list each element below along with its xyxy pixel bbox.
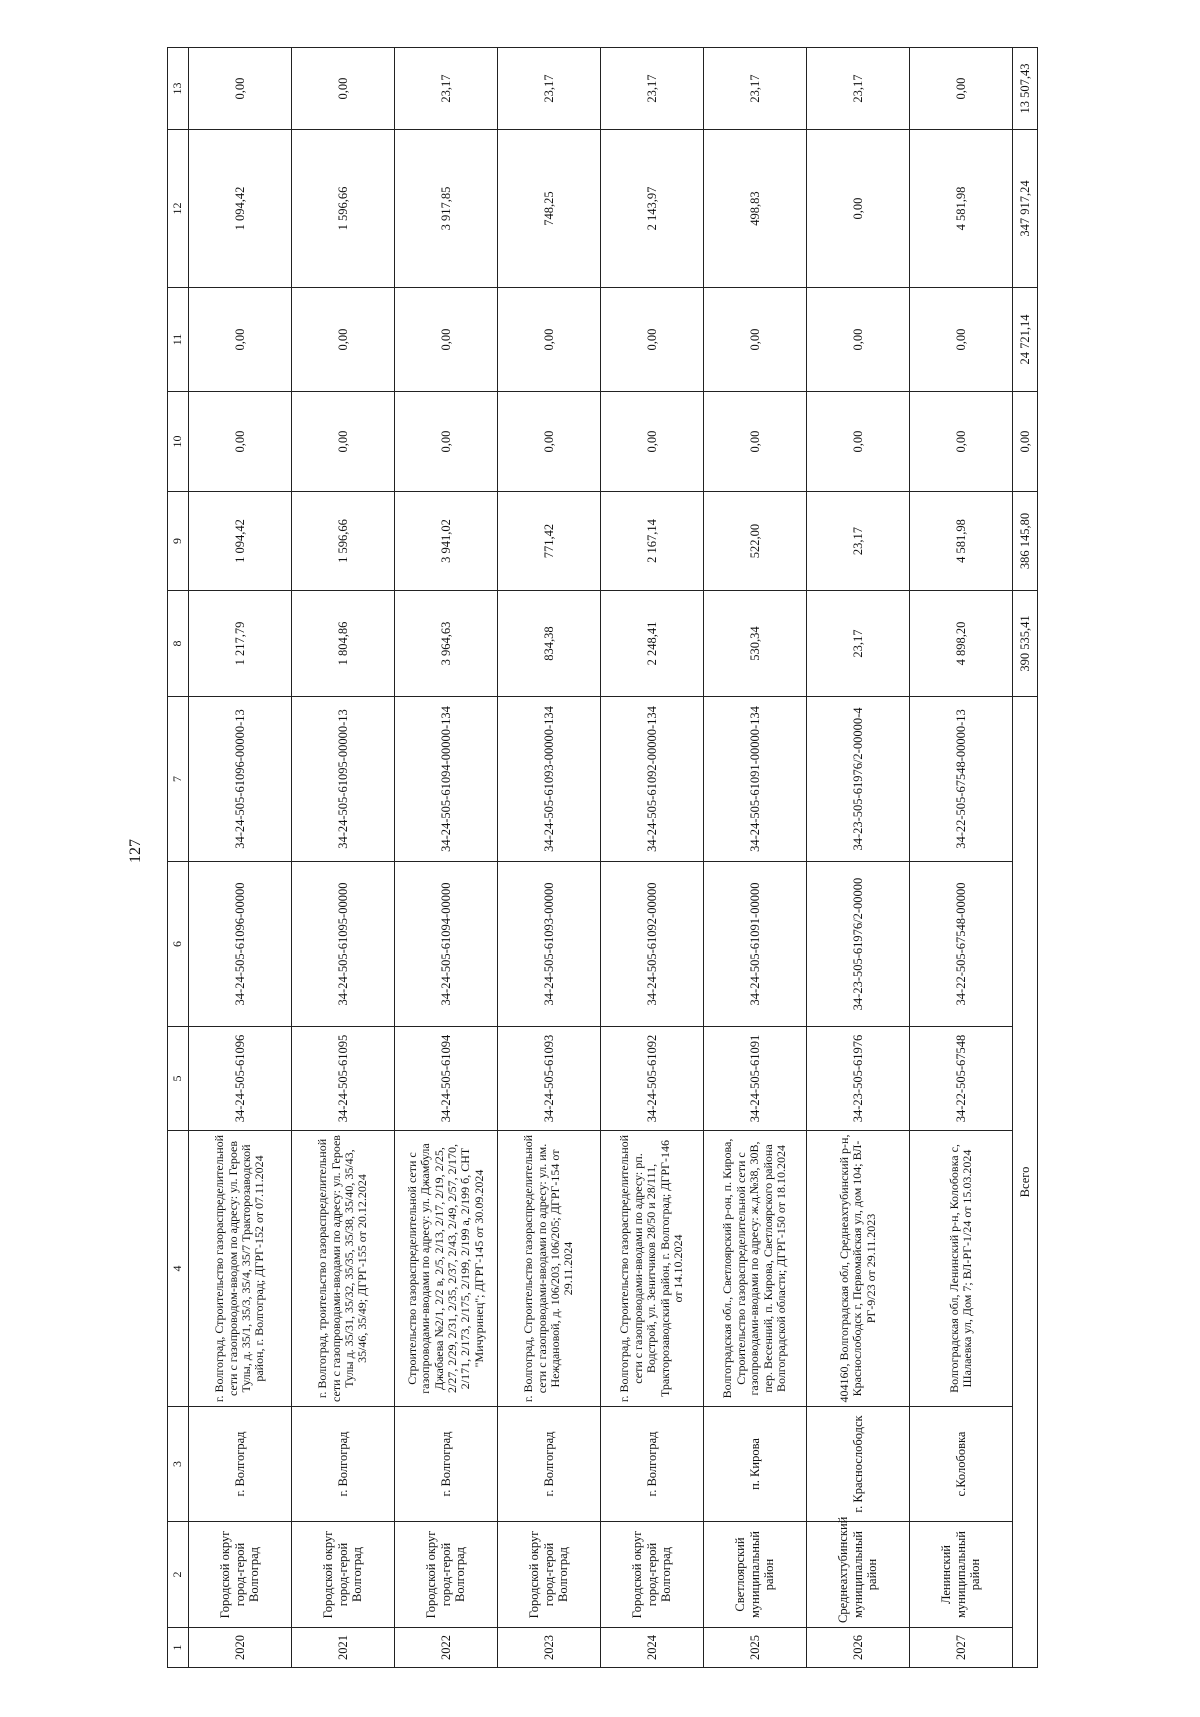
table-cell: 0,00 xyxy=(292,392,395,492)
table-cell: 34-24-505-61093-00000-134 xyxy=(498,697,601,862)
table-cell: 0,00 xyxy=(704,288,807,392)
table-cell: 34-22-505-67548-00000 xyxy=(910,862,1013,1027)
table-cell: 34-24-505-61092-00000 xyxy=(601,862,704,1027)
table-cell: Светлоярский муниципальный район xyxy=(704,1522,807,1628)
table-cell: 23,17 xyxy=(601,48,704,130)
table-cell: 0,00 xyxy=(807,392,910,492)
table-cell: 0,00 xyxy=(807,288,910,392)
table-cell: г. Волгоград xyxy=(395,1407,498,1522)
table-cell: 4 898,20 xyxy=(910,591,1013,697)
table-row xyxy=(292,48,395,1668)
column-header: 8 xyxy=(168,591,189,697)
table-cell: 4 581,98 xyxy=(910,492,1013,591)
table-cell: 23,17 xyxy=(498,48,601,130)
table-cell: Городской округ город-герой Волгоград xyxy=(395,1522,498,1628)
table-cell: г. Волгоград xyxy=(601,1407,704,1522)
table-cell: г. Волгоград xyxy=(189,1407,292,1522)
table-cell: 23,17 xyxy=(807,591,910,697)
table-cell: 2 143,97 xyxy=(601,130,704,288)
table-cell: 0,00 xyxy=(704,392,807,492)
table-cell: 2021 xyxy=(292,1628,395,1668)
table-cell: 4 581,98 xyxy=(910,130,1013,288)
table-cell: 0,00 xyxy=(292,288,395,392)
table-cell: 0,00 xyxy=(498,288,601,392)
table-cell: 0,00 xyxy=(395,392,498,492)
table-cell: 34-24-505-61095-00000-13 xyxy=(292,697,395,862)
table-cell: 34-24-505-61091-00000-134 xyxy=(704,697,807,862)
rotated-table-container xyxy=(167,48,1033,1668)
total-cell: 0,00 xyxy=(1013,392,1038,492)
table-cell: 0,00 xyxy=(189,48,292,130)
table-cell: Волгоградская обл, Ленинский р-н, Колобовка с, Шалаевка ул, Дом 7; ВЛ-РГ-1/24 от 15.03.2024 xyxy=(910,1131,1013,1407)
table-cell: 0,00 xyxy=(292,48,395,130)
table-cell: 34-23-505-61976/2-00000-4 xyxy=(807,697,910,862)
table-cell: Городской округ город-герой Волгоград xyxy=(292,1522,395,1628)
table-cell: г. Волгоград, Строительство газораспределительной сети с газопроводами-вводами по адресу: ул. им. Неждановой, д. 106/203, 106/205; ДГРГ-154 от 29.11.2024 xyxy=(498,1131,601,1407)
data-table xyxy=(167,47,1038,1668)
table-cell: 34-24-505-61095-00000 xyxy=(292,862,395,1027)
table-row xyxy=(704,48,807,1668)
table-cell: 34-24-505-61096 xyxy=(189,1027,292,1131)
table-cell: 0,00 xyxy=(910,392,1013,492)
table-cell: Среднеахтубинский муниципальный район xyxy=(807,1522,910,1628)
header-row xyxy=(168,48,189,1668)
table-cell: 2026 xyxy=(807,1628,910,1668)
table-cell: 1 217,79 xyxy=(189,591,292,697)
column-header: 12 xyxy=(168,130,189,288)
table-cell: 2022 xyxy=(395,1628,498,1668)
table-cell: 0,00 xyxy=(601,288,704,392)
column-header: 2 xyxy=(168,1522,189,1628)
table-cell: 23,17 xyxy=(807,48,910,130)
table-cell: 34-24-505-61096-00000-13 xyxy=(189,697,292,862)
table-cell: 2 248,41 xyxy=(601,591,704,697)
table-cell: 0,00 xyxy=(807,130,910,288)
table-cell: г. Волгоград xyxy=(292,1407,395,1522)
table-cell: 34-23-505-61976/2-00000 xyxy=(807,862,910,1027)
column-header: 6 xyxy=(168,862,189,1027)
table-cell: г. Волгоград, троительство газораспределительной сети с газопроводами-вводами по адресу: ул. Героев Тулы д. 35/31, 35/32, 35/35, 35/38, 35/40, 35/43, 35/46, 35/49; ДГРГ-155 от 20.12.2024 xyxy=(292,1131,395,1407)
table-cell: 498,83 xyxy=(704,130,807,288)
table-cell: 1 804,86 xyxy=(292,591,395,697)
table-cell: 0,00 xyxy=(601,392,704,492)
table-cell: 23,17 xyxy=(704,48,807,130)
table-cell: 771,42 xyxy=(498,492,601,591)
table-cell: 34-24-505-61096-00000 xyxy=(189,862,292,1027)
total-row xyxy=(1013,48,1038,1668)
table-row xyxy=(498,48,601,1668)
total-cell: 24 721,14 xyxy=(1013,288,1038,392)
table-cell: 748,25 xyxy=(498,130,601,288)
column-header: 3 xyxy=(168,1407,189,1522)
table-cell: 0,00 xyxy=(910,288,1013,392)
total-cell: 347 917,24 xyxy=(1013,130,1038,288)
table-cell: 3 941,02 xyxy=(395,492,498,591)
table-cell: 0,00 xyxy=(189,392,292,492)
table-cell: 0,00 xyxy=(498,392,601,492)
table-cell: Волгоградская обл., Светлоярский р-он, п. Кирова, Строительство газораспределительной сети с газопроводами-вводами по адресу: ж.д.№38, 30В, пер. Весенний, п. Кирова, Светлоярского района Волгоградской области; ДГРГ-150 от 18.10.2024 xyxy=(704,1131,807,1407)
total-cell: 13 507,43 xyxy=(1013,48,1038,130)
table-cell: 34-24-505-61092-00000-134 xyxy=(601,697,704,862)
table-cell: 34-24-505-61095 xyxy=(292,1027,395,1131)
table-cell: 0,00 xyxy=(395,288,498,392)
table-cell: п. Кирова xyxy=(704,1407,807,1522)
table-cell: 23,17 xyxy=(807,492,910,591)
table-cell: 2024 xyxy=(601,1628,704,1668)
column-header: 4 xyxy=(168,1131,189,1407)
table-cell: 834,38 xyxy=(498,591,601,697)
table-cell: 0,00 xyxy=(189,288,292,392)
table-cell: 23,17 xyxy=(395,48,498,130)
column-header: 9 xyxy=(168,492,189,591)
table-cell: 2023 xyxy=(498,1628,601,1668)
table-cell: 1 596,66 xyxy=(292,492,395,591)
total-cell: 390 535,41 xyxy=(1013,591,1038,697)
table-cell: 34-24-505-61094-00000 xyxy=(395,862,498,1027)
table-cell: г. Волгоград, Строительство газораспределительной сети с газопроводами-вводами по адресу: рп. Водстрой, ул. Зенитчиков 28/50 и 28/111, Тракторозаводский район, г. Волгоград; ДГРГ-146 от 14.10.2024 xyxy=(601,1131,704,1407)
table-row xyxy=(601,48,704,1668)
table-row xyxy=(807,48,910,1668)
table-cell: 34-22-505-67548-00000-13 xyxy=(910,697,1013,862)
table-cell: Строительство газораспределительной сети с газопроводами-вводами по адресу: ул. Джамбула Джабаева №2/1, 2/2 в, 2/5, 2/13, 2/17, 2/19, 2/25, 2/27, 2/29, 2/31, 2/35, 2/37, 2/43, 2/49, 2/57, 2/170, 2/171, 2/173, 2/175, 2/199, 2/199 а, 2/199 б, СНТ "Мичуринец"; ДГРГ-145 от 30.09.2024 xyxy=(395,1131,498,1407)
column-header: 10 xyxy=(168,392,189,492)
table-cell: 1 094,42 xyxy=(189,130,292,288)
table-cell: 34-24-505-61094 xyxy=(395,1027,498,1131)
table-cell: 2025 xyxy=(704,1628,807,1668)
column-header: 11 xyxy=(168,288,189,392)
table-cell: 34-24-505-61093-00000 xyxy=(498,862,601,1027)
table-cell: 34-24-505-61093 xyxy=(498,1027,601,1131)
table-cell: 34-24-505-61091 xyxy=(704,1027,807,1131)
table-cell: 34-23-505-61976 xyxy=(807,1027,910,1131)
table-cell: 2 167,14 xyxy=(601,492,704,591)
column-header: 1 xyxy=(168,1628,189,1668)
table-cell: Ленинский муниципальный район xyxy=(910,1522,1013,1628)
table-row xyxy=(910,48,1013,1668)
total-label: Всего xyxy=(1013,697,1038,1668)
table-cell: 2020 xyxy=(189,1628,292,1668)
table-cell: 0,00 xyxy=(910,48,1013,130)
table-cell: г. Волгоград, Строительство газораспределительной сети с газопроводом-вводом по адресу: ул. Героев Тулы, д. 35/1, 35/3, 35/4, 35/7 Тракторозаводской район, г. Волгоград; ДГРГ-152 от 07.11.2024 xyxy=(189,1131,292,1407)
table-cell: Городской округ город-герой Волгоград xyxy=(189,1522,292,1628)
table-cell: г. Волгоград xyxy=(498,1407,601,1522)
table-cell: Городской округ город-герой Волгоград xyxy=(498,1522,601,1628)
table-cell: 522,00 xyxy=(704,492,807,591)
table-row xyxy=(395,48,498,1668)
table-cell: 34-24-505-61091-00000 xyxy=(704,862,807,1027)
table-cell: 1 596,66 xyxy=(292,130,395,288)
page-number: 127 xyxy=(127,839,144,863)
table-cell: 404160, Волгоградская обл, Среднеахтубинский р-н, Краснослободск г, Первомайская ул, дом 104; ВЛ-РГ-9/23 от 29.11.2023 xyxy=(807,1131,910,1407)
table-cell: г. Краснослободск xyxy=(807,1407,910,1522)
table-row xyxy=(189,48,292,1668)
table-cell: 34-24-505-61094-00000-134 xyxy=(395,697,498,862)
column-header: 13 xyxy=(168,48,189,130)
column-header: 5 xyxy=(168,1027,189,1131)
table-cell: Городской округ город-герой Волгоград xyxy=(601,1522,704,1628)
table-cell: с.Колобовка xyxy=(910,1407,1013,1522)
table-cell: 34-24-505-61092 xyxy=(601,1027,704,1131)
total-cell: 386 145,80 xyxy=(1013,492,1038,591)
column-header: 7 xyxy=(168,697,189,862)
table-cell: 2027 xyxy=(910,1628,1013,1668)
table-cell: 530,34 xyxy=(704,591,807,697)
table-cell: 3 964,63 xyxy=(395,591,498,697)
table-cell: 1 094,42 xyxy=(189,492,292,591)
table-cell: 3 917,85 xyxy=(395,130,498,288)
table-cell: 34-22-505-67548 xyxy=(910,1027,1013,1131)
